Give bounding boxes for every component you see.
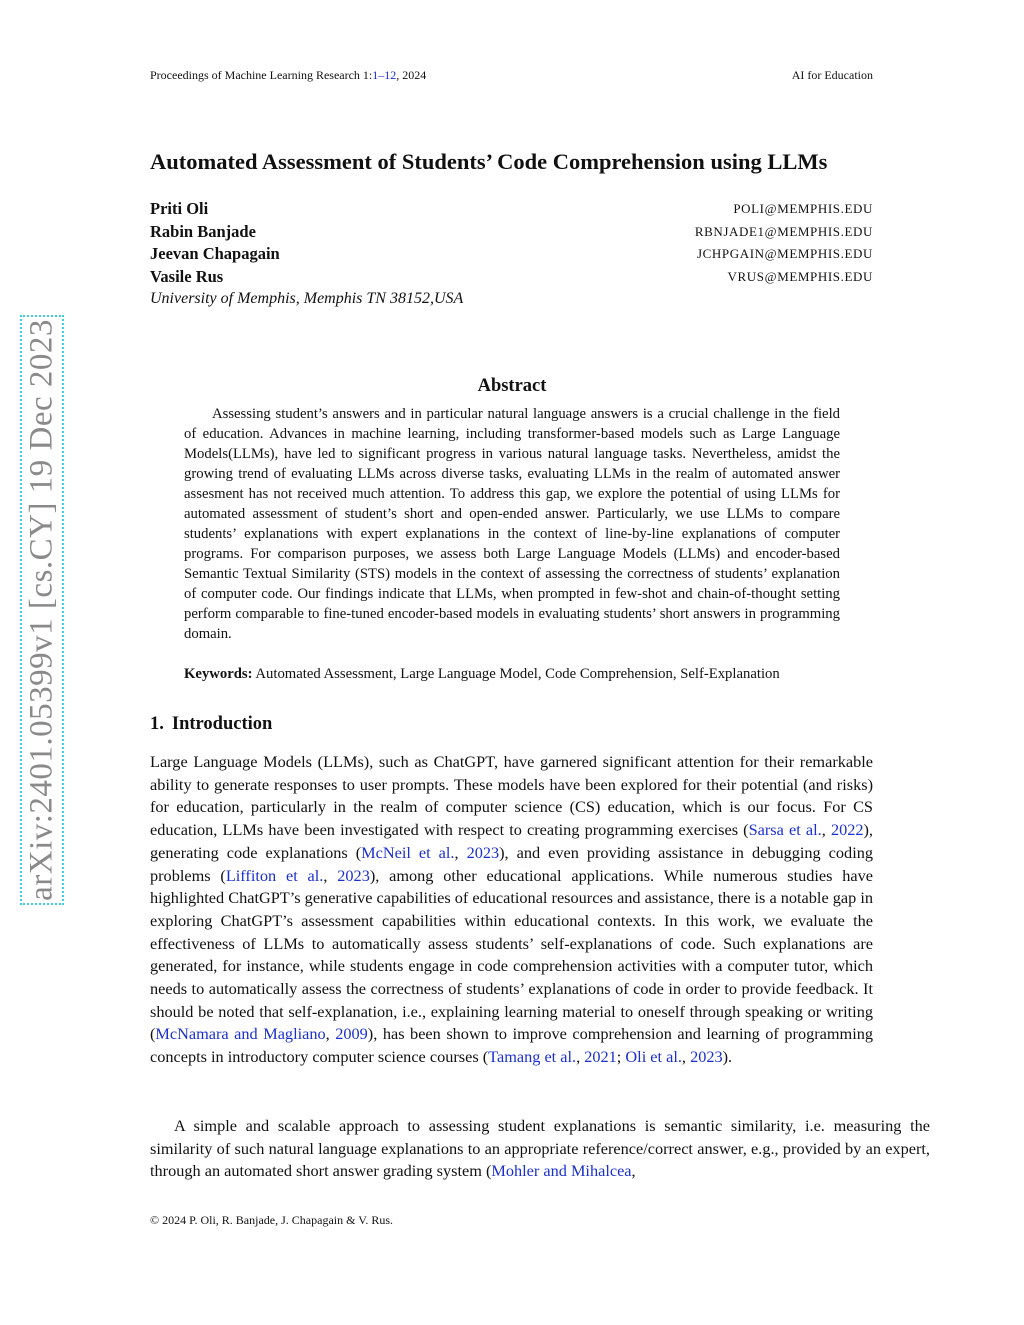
author-row [150, 267, 873, 290]
citation-link[interactable]: McNeil et al. [361, 842, 455, 862]
citation-year-link[interactable]: 2023 [466, 842, 500, 862]
section-heading [150, 714, 272, 735]
author-email: VRUS@MEMPHIS.EDU [727, 268, 873, 284]
citation-year-link[interactable]: 2023 [337, 865, 370, 885]
author-name: Vasile Rus [150, 266, 224, 286]
citation-link[interactable]: Sarsa et al. [748, 820, 822, 840]
arxiv-stamp-text: arXiv:2401.05399v1 [cs.CY] 19 Dec 2023 [23, 319, 60, 901]
citation-year-link[interactable]: 2021 [584, 1047, 617, 1067]
keywords-list: Automated Assessment, Large Language Model, Code Comprehension, Self-Explanation [255, 666, 780, 682]
keywords [184, 666, 874, 683]
author-name: Jeevan Chapagain [150, 244, 280, 263]
journal-line: Proceedings of Machine Learning Research 1:1–12, 2024 [150, 68, 427, 82]
arxiv-stamp [20, 315, 64, 905]
citation-year-link[interactable]: 2009 [335, 1024, 368, 1044]
citation-link[interactable]: Oli et al. [625, 1047, 682, 1067]
citation-link[interactable]: Liffiton et al. [225, 865, 324, 885]
paper-title: Automated Assessment of Students’ Code Comprehension using LLMs [150, 149, 828, 174]
keywords-label: Keywords: [184, 666, 253, 682]
intro-paragraph-1: Large Language Models (LLMs), such as ChatGPT, have garnered significant attention for their remarkable ability to generate responses to user prompts. These models have been explored for their potential (and risks) for education, particularly in the realm of computer science (CS) education, which is our focus. For CS education, LLMs have been investigated with respect to creating programming exercises (Sarsa et al., 2022), generating code explanations (McNeil et al., 2023), and even providing assistance in debugging coding problems (Liffiton et al., 2023), among other educational applications. While numerous studies have highlighted ChatGPT’s generative capabilities of educational resources and assistance, there is a notable gap in exploring ChatGPT’s assessment capabilities within educational contexts. In this work, we evaluate the effectiveness of LLMs to automatically assess students’ self-explanations of code. Such explanations are generated, for instance, while students engage in code comprehension activities with a computer tutor, which needs to automatically assess the correctness of students’ explanations of code in order to provide feedback. It should be noted that self-explanation, i.e., explaining learning material to oneself through speaking or writing (McNamara and Magliano, 2009), has been shown to improve comprehension and learning of programming concepts in introductory computer science courses (Tamang et al., 2021; Oli et al., 2023). [150, 752, 874, 1067]
venue: AI for Education [791, 68, 873, 82]
affiliation: University of Memphis, Memphis TN 38152,USA [150, 290, 464, 307]
section-title: Introduction [171, 714, 273, 734]
author-email: POLI@MEMPHIS.EDU [733, 201, 873, 216]
author-row [150, 244, 873, 267]
citation-link[interactable]: McNamara and Magliano [155, 1024, 326, 1044]
abstract-heading: Abstract [477, 376, 547, 396]
author-name: Rabin Banjade [150, 221, 256, 241]
abstract-text: Assessing student’s answers and in particular natural language answers is a crucial challenge in the field of education. Advances in machine learning, including transformer-based models such as Large Language Models(LLMs), have led to significant progress in various natural language tasks. Nevertheless, amidst the growing trend of evaluating LLMs across diverse tasks, evaluating LLMs in the realm of automated answer assesment has not received much attention. To address this gap, we explore the potential of using LLMs for automated assessment of student’s short and open-ended answer. Particularly, we use LLMs to compare students’ explanations with expert explanations in the context of line-by-line explanations of computer programs. For comparison purposes, we assess both Large Language Models (LLMs) and encoder-based Semantic Textual Similarity (STS) models in the context of assessing the correctness of students’ explanation of computer code. Our findings indicate that LLMs, when prompted in few-shot and chain-of-thought setting perform comparable to fine-tuned encoder-based models in evaluating students’ short answers in programming domain. [184, 406, 840, 642]
author-name: Priti Oli [150, 199, 209, 218]
copyright-footer: © 2024 P. Oli, R. Banjade, J. Chapagain & V. Rus. [150, 1213, 394, 1227]
author-block [150, 199, 873, 308]
citation-year-link[interactable]: 2022 [830, 820, 864, 840]
author-email: RBNJADE1@MEMPHIS.EDU [694, 223, 873, 239]
citation-link[interactable]: Tamang et al. [488, 1047, 577, 1067]
author-row [150, 199, 873, 222]
author-row [150, 222, 873, 245]
citation-link[interactable]: Mohler and Mihalcea [491, 1161, 632, 1181]
author-email: JCHPGAIN@MEMPHIS.EDU [696, 246, 873, 261]
pages-link[interactable]: 1–12 [372, 68, 397, 82]
intro-paragraph-2: A simple and scalable approach to assessing student explanations is semantic similarity, i.e. measuring the similarity of such natural language explanations to an appropriate reference/correct answer, e.g., provided by an expert, through an automated short answer grading system (Mohler and Mihalcea, [150, 1116, 930, 1181]
citation-year-link[interactable]: 2023 [690, 1047, 723, 1067]
section-number: 1. [150, 714, 164, 734]
